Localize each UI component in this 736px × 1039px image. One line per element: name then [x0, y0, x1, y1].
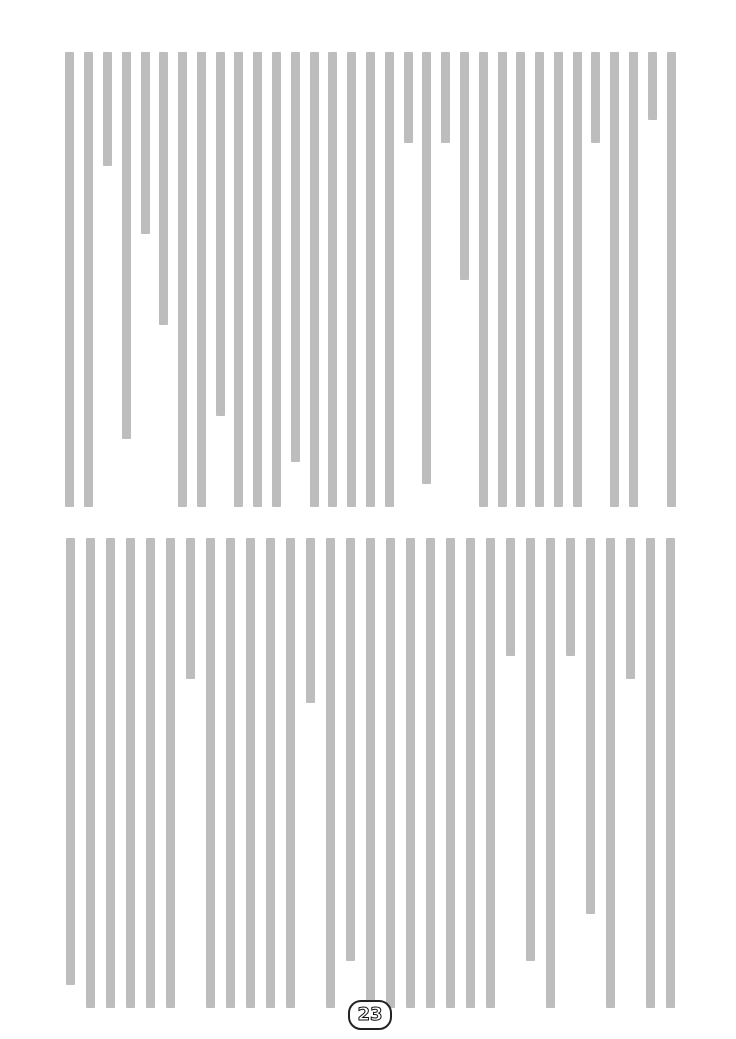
redacted-text-column: [86, 538, 95, 1008]
redacted-text-column: [347, 52, 356, 507]
redacted-text-column: [573, 52, 582, 507]
redacted-text-column: [460, 52, 469, 280]
redacted-text-column: [197, 52, 206, 507]
redacted-text-column: [610, 52, 619, 507]
redacted-text-column: [666, 538, 675, 1008]
redacted-text-column: [516, 52, 525, 507]
redacted-text-column: [466, 538, 475, 1008]
redacted-text-column: [122, 52, 131, 439]
redacted-text-column: [216, 52, 225, 416]
redacted-text-column: [526, 538, 535, 961]
redacted-text-column: [546, 538, 555, 1008]
redacted-text-column: [606, 538, 615, 1008]
redacted-text-column: [65, 52, 74, 507]
redacted-text-column: [629, 52, 638, 507]
redacted-text-column: [554, 52, 563, 507]
redacted-text-column: [146, 538, 155, 1008]
redacted-text-column: [386, 538, 395, 1008]
redacted-text-column: [385, 52, 394, 507]
redacted-text-column: [246, 538, 255, 1008]
redacted-text-column: [646, 538, 655, 1008]
redacted-text-column: [486, 538, 495, 1008]
redacted-text-column: [126, 538, 135, 1008]
redacted-text-column: [441, 52, 450, 143]
redacted-text-column: [591, 52, 600, 143]
redacted-text-column: [426, 538, 435, 1008]
redacted-text-column: [626, 538, 635, 679]
redacted-text-column: [226, 538, 235, 1008]
redacted-text-column: [346, 538, 355, 961]
redacted-text-column: [648, 52, 657, 120]
redacted-text-column: [328, 52, 337, 507]
redacted-text-column: [326, 538, 335, 1008]
redacted-text-column: [84, 52, 93, 507]
redacted-text-column: [422, 52, 431, 484]
text-block-top: [60, 52, 680, 507]
redacted-text-column: [566, 538, 575, 656]
redacted-text-column: [178, 52, 187, 507]
redacted-text-column: [535, 52, 544, 507]
redacted-text-column: [234, 52, 243, 507]
redacted-text-column: [586, 538, 595, 914]
redacted-text-column: [667, 52, 676, 507]
redacted-text-column: [166, 538, 175, 1008]
redacted-text-column: [310, 52, 319, 507]
redacted-text-column: [286, 538, 295, 1008]
redacted-text-column: [479, 52, 488, 507]
redacted-text-column: [498, 52, 507, 507]
redacted-text-column: [291, 52, 300, 462]
redacted-text-column: [106, 538, 115, 1008]
redacted-text-column: [446, 538, 455, 1008]
redacted-text-column: [404, 52, 413, 143]
redacted-text-column: [306, 538, 315, 703]
redacted-text-column: [253, 52, 262, 507]
redacted-text-column: [366, 52, 375, 507]
redacted-text-column: [186, 538, 195, 679]
redacted-text-column: [366, 538, 375, 1008]
page-number: 23: [348, 1000, 392, 1030]
text-block-bottom: [60, 538, 680, 1008]
redacted-text-column: [141, 52, 150, 234]
redacted-text-column: [103, 52, 112, 166]
redacted-text-column: [206, 538, 215, 1008]
redacted-text-column: [272, 52, 281, 507]
redacted-text-column: [159, 52, 168, 325]
redacted-text-column: [66, 538, 75, 985]
redacted-text-column: [506, 538, 515, 656]
redacted-text-column: [406, 538, 415, 1008]
redacted-text-column: [266, 538, 275, 1008]
